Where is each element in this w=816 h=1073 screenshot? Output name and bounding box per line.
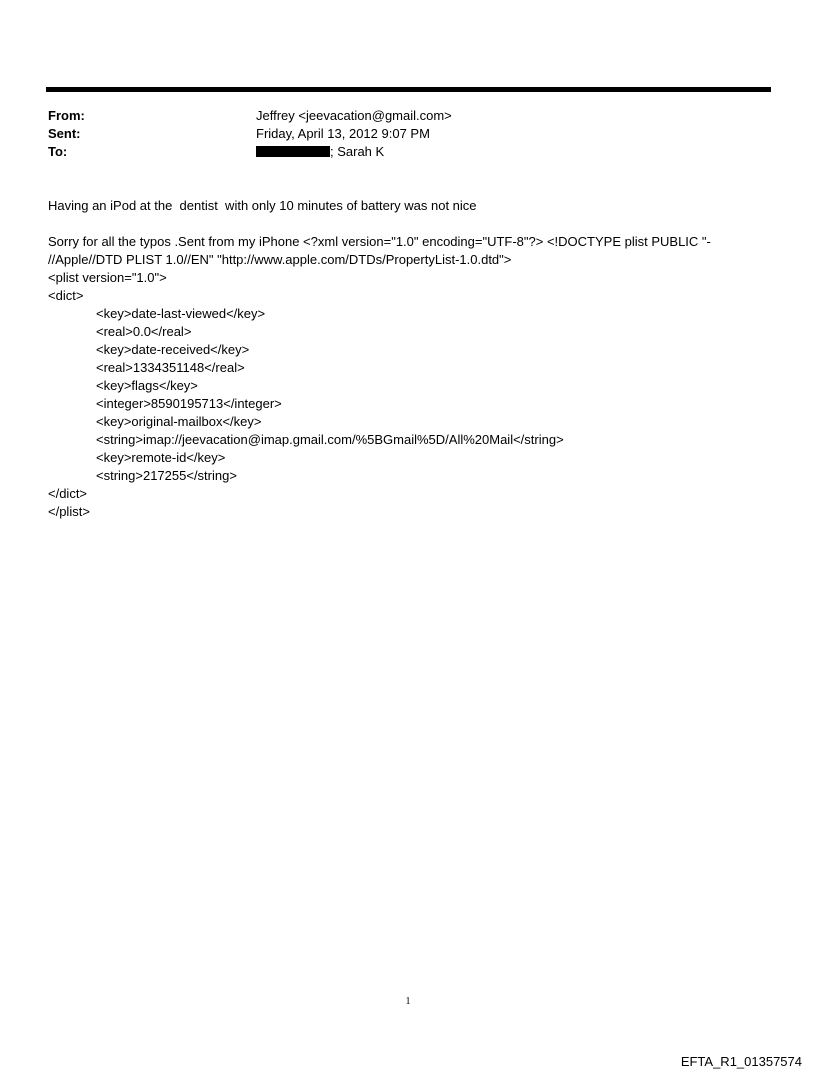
plist-open-tag: <plist version="1.0"> xyxy=(48,270,167,285)
plist-entry: <key>original-mailbox</key> xyxy=(96,414,262,429)
sent-value: Friday, April 13, 2012 9:07 PM xyxy=(256,126,430,141)
from-value: Jeffrey <jeevacation@gmail.com> xyxy=(256,108,452,123)
to-recipient-visible: ; Sarah K xyxy=(330,144,385,159)
to-value xyxy=(256,143,384,161)
dict-close-tag: </dict> xyxy=(48,486,88,501)
plist-entry: <string>imap://jeevacation@imap.gmail.com/%5BGmail%5D/All%20Mail</string> xyxy=(96,432,564,447)
sent-label: Sent: xyxy=(48,126,81,141)
plist-entry: <string>217255</string> xyxy=(96,468,237,483)
body-line-1: Having an iPod at the dentist with only 10 minutes of battery was not nice xyxy=(48,198,477,213)
plist-entry: <key>date-received</key> xyxy=(96,342,250,357)
plist-entry: <real>0.0</real> xyxy=(96,324,192,339)
body-line-3: //Apple//DTD PLIST 1.0//EN" "http://www.apple.com/DTDs/PropertyList-1.0.dtd"> xyxy=(48,252,512,267)
plist-entry: <real>1334351148</real> xyxy=(96,360,245,375)
plist-entry: <key>flags</key> xyxy=(96,378,198,393)
plist-close-tag: </plist> xyxy=(48,504,90,519)
to-label: To: xyxy=(48,144,68,159)
body-line-2: Sorry for all the typos .Sent from my iPhone <?xml version="1.0" encoding="UTF-8"?> <!DOCTYPE plist PUBLIC "- xyxy=(48,234,711,249)
plist-entry: <key>remote-id</key> xyxy=(96,450,226,465)
document-id: EFTA_R1_01357574 xyxy=(680,1054,802,1069)
dict-open-tag: <dict> xyxy=(48,288,84,303)
redaction-bar xyxy=(256,146,330,157)
plist-entry: <key>date-last-viewed</key> xyxy=(96,306,266,321)
header-divider xyxy=(46,87,771,92)
page-number: 1 xyxy=(405,996,411,1007)
from-label: From: xyxy=(48,108,85,123)
plist-entry: <integer>8590195713</integer> xyxy=(96,396,282,411)
